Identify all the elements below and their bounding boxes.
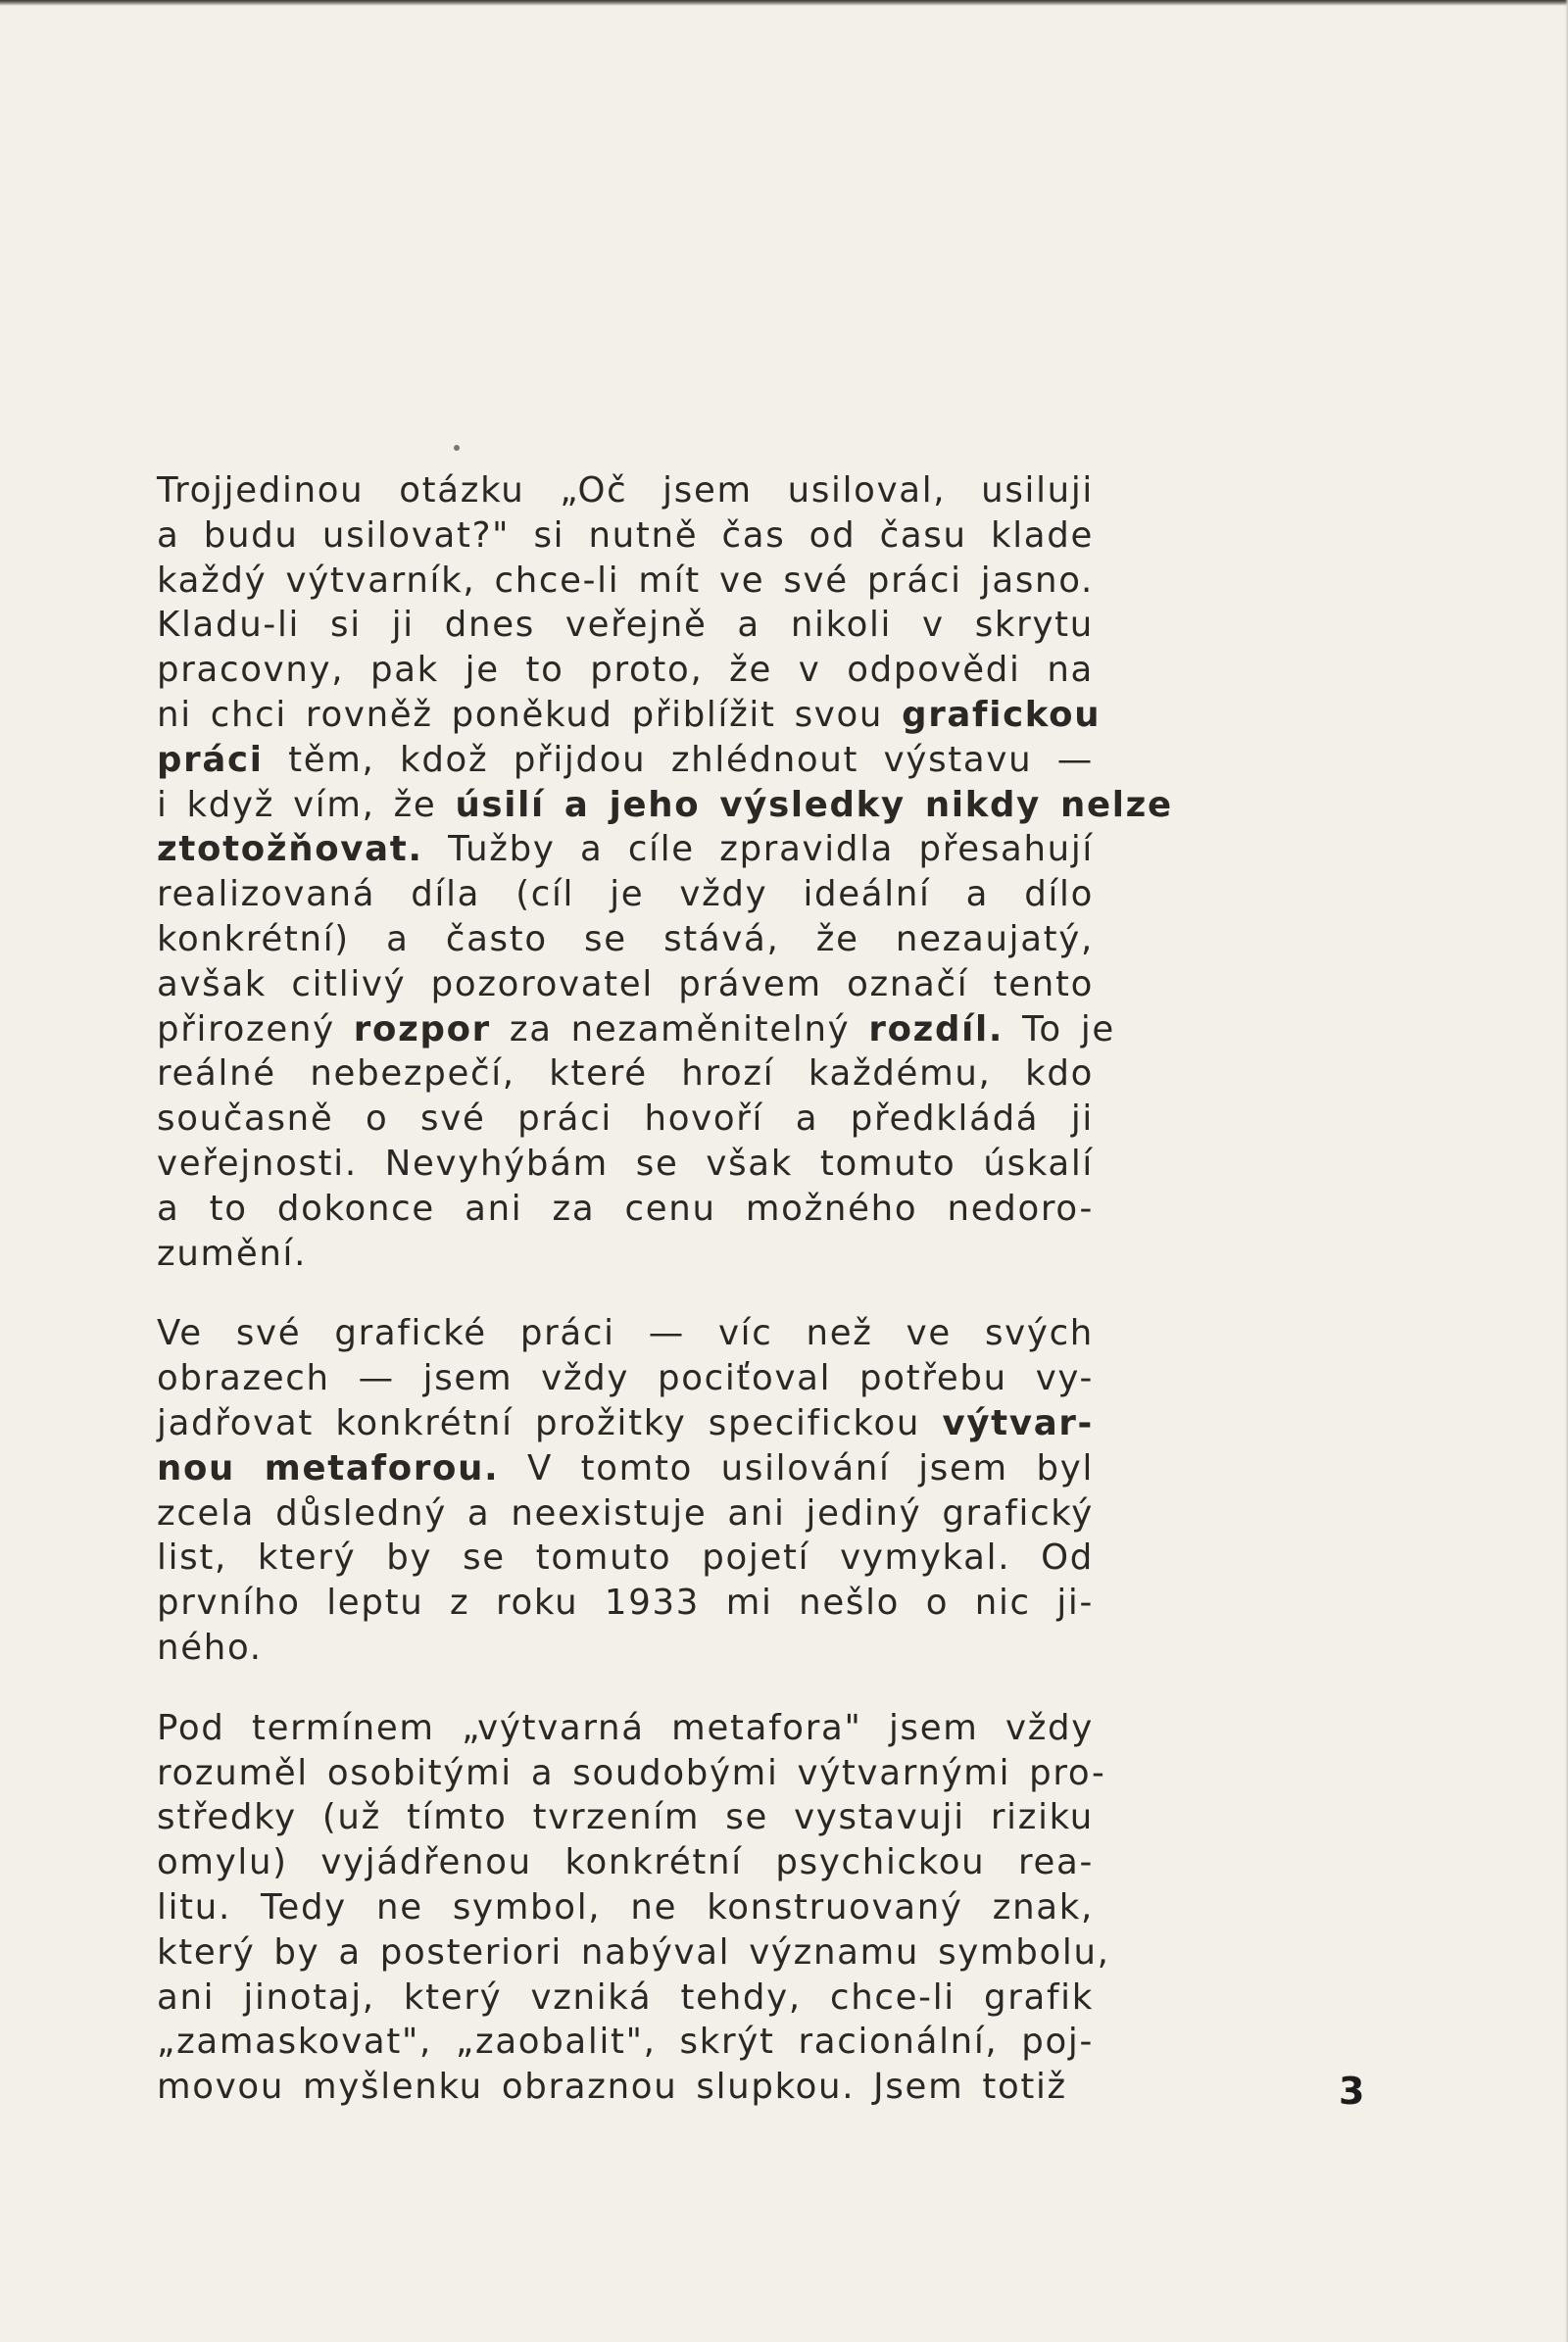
text-line (157, 1976, 1094, 2021)
text-line (157, 468, 1094, 513)
text-line (157, 693, 1102, 738)
ink-speck (454, 445, 460, 451)
emphasized-text: ztotožňovat. (157, 829, 423, 870)
text-line (157, 2065, 1094, 2110)
text-line (157, 1401, 1094, 1446)
text-run: „zamaskovat", „zaobalit", skrýt racionální, poj- (157, 2022, 1094, 2063)
text-run: současně o své práci hovoří a předkládá ji (157, 1098, 1094, 1140)
text-run: který by a posteriori nabýval významu symbolu, (157, 1931, 1110, 1973)
text-run: konkrétní) a často se stává, že nezaujatý, (157, 918, 1094, 959)
page-number: 3 (1339, 2070, 1365, 2113)
text-run: ného. (157, 1627, 263, 1668)
text-line (157, 2020, 1094, 2065)
text-line (157, 1142, 1094, 1187)
text-line (157, 1446, 1094, 1491)
text-line (157, 1051, 1094, 1097)
text-line (157, 1626, 1094, 1671)
text-line (157, 1930, 1110, 1976)
text-run: realizovaná díla (cíl je vždy ideální a dílo (157, 874, 1094, 915)
text-line (157, 1840, 1094, 1885)
text-line (157, 962, 1094, 1007)
text-run: za nezaměnitelný (490, 1008, 869, 1049)
text-line (157, 603, 1094, 648)
text-run: Pod termínem „výtvarná metafora" jsem vždy (157, 1707, 1094, 1748)
emphasized-text: rozdíl. (868, 1008, 1004, 1049)
text-run: Trojjedinou otázku „Oč jsem usiloval, usiluji (157, 470, 1094, 511)
emphasized-text: výtvar- (942, 1402, 1094, 1443)
text-run: ni chci rovněž poněkud přiblížit svou (157, 694, 903, 735)
text-run: To je (1004, 1008, 1115, 1049)
text-run: a to dokonce ani za cenu možného nedoro- (157, 1188, 1094, 1229)
text-run: V tomto usilování jsem byl (499, 1447, 1095, 1488)
text-line (157, 1491, 1094, 1537)
text-line (157, 827, 1094, 872)
text-run: Kladu-li si ji dnes veřejně a nikoli v skrytu (157, 605, 1094, 646)
paragraph (157, 1311, 1094, 1670)
text-run: movou myšlenku obraznou slupkou. Jsem totiž (157, 2067, 1067, 2108)
text-line (157, 1795, 1094, 1840)
text-line (157, 1356, 1094, 1401)
text-run: zumění. (157, 1233, 308, 1274)
text-line (157, 917, 1094, 962)
text-line (157, 1751, 1106, 1796)
text-run: veřejnosti. Nevyhýbám se však tomuto úskalí (157, 1143, 1094, 1184)
text-line (157, 513, 1094, 559)
text-run: přirozený (157, 1008, 354, 1049)
emphasized-text: práci (157, 739, 264, 780)
text-run: jadřovat konkrétní prožitky specifickou (157, 1402, 943, 1443)
text-line (157, 783, 1173, 828)
text-line (157, 1581, 1094, 1626)
text-line (157, 1097, 1094, 1142)
body-text (157, 468, 1173, 2145)
text-line (157, 1187, 1094, 1232)
text-line (157, 1885, 1094, 1930)
emphasized-text: grafickou (902, 694, 1102, 735)
text-run: zcela důsledný a neexistuje ani jediný grafický (157, 1492, 1094, 1534)
scan-top-edge (0, 0, 1568, 6)
text-run: těm, kdož přijdou zhlédnout výstavu — (263, 739, 1094, 780)
text-line (157, 1007, 1115, 1052)
text-run: každý výtvarník, chce-li mít ve své práci jasno. (157, 560, 1094, 601)
text-line (157, 648, 1094, 693)
text-line (157, 1536, 1094, 1581)
text-run: list, který by se tomuto pojetí vymykal. Od (157, 1537, 1094, 1579)
text-run: Ve své grafické práci — víc než ve svých (157, 1313, 1094, 1354)
text-line (157, 1311, 1094, 1356)
text-run: Tužby a cíle zpravidla přesahují (422, 829, 1094, 870)
text-run: reálné nebezpečí, které hrozí každému, kdo (157, 1053, 1094, 1095)
text-line (157, 1232, 1094, 1277)
paragraph (157, 468, 1173, 1276)
text-line (157, 1706, 1094, 1751)
emphasized-text: nou metaforou. (157, 1447, 500, 1488)
text-run: i když vím, že (157, 784, 456, 825)
text-run: avšak citlivý pozorovatel právem označí tento (157, 963, 1094, 1004)
emphasized-text: rozpor (353, 1008, 491, 1049)
text-run: litu. Tedy ne symbol, ne konstruovaný znak, (157, 1886, 1094, 1927)
text-run: obrazech — jsem vždy pociťoval potřebu vy- (157, 1358, 1094, 1399)
paragraph (157, 1706, 1110, 2110)
emphasized-text: úsilí a jeho výsledky nikdy nelze (455, 784, 1173, 825)
text-line (157, 738, 1094, 783)
text-run: omylu) vyjádřenou konkrétní psychickou rea- (157, 1842, 1094, 1883)
text-run: prvního leptu z roku 1933 mi nešlo o nic ji- (157, 1583, 1094, 1624)
text-run: pracovny, pak je to proto, že v odpovědi na (157, 650, 1094, 691)
text-line (157, 872, 1094, 917)
text-run: středky (už tímto tvrzením se vystavuji riziku (157, 1797, 1094, 1838)
text-run: rozuměl osobitými a soudobými výtvarnými pro- (157, 1752, 1106, 1793)
text-line (157, 559, 1094, 604)
text-run: ani jinotaj, který vzniká tehdy, chce-li grafik (157, 1976, 1094, 2018)
text-run: a budu usilovat?" si nutně čas od času klade (157, 514, 1094, 556)
